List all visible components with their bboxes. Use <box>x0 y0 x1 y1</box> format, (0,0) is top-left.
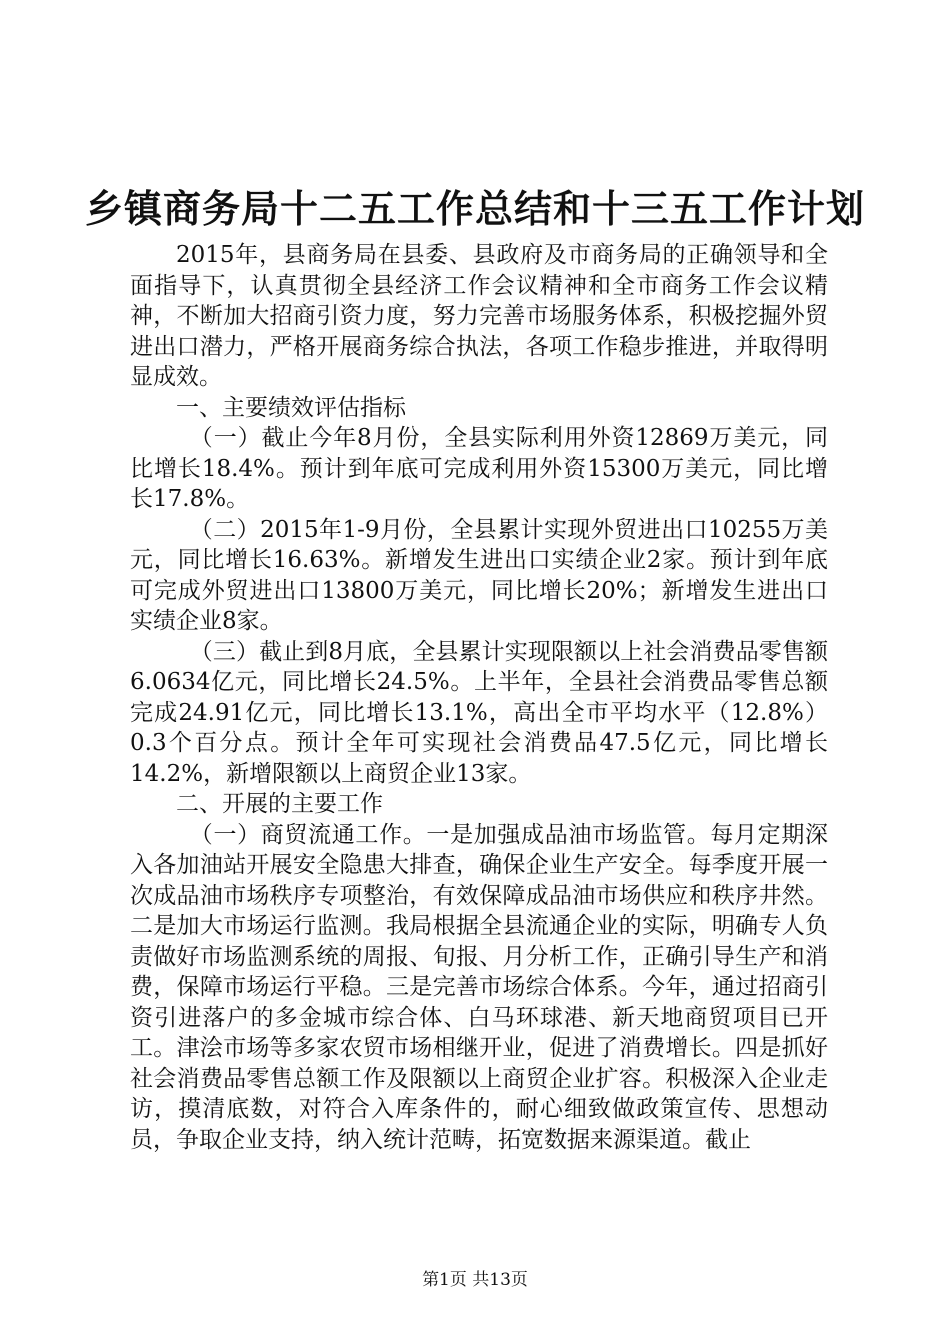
intro-paragraph: 2015年，县商务局在县委、县政府及市商务局的正确领导和全面指导下，认真贯彻全县经济工作会议精神和全市商务工作会议精神，不断加大招商引资力度，努力完善市场服务体系，积极挖掘外贸进出口潜力，严格开展商务综合执法，各项工作稳步推进，并取得明显成效。 <box>130 242 828 390</box>
section-heading-1: 一、主要绩效评估指标 <box>176 394 406 421</box>
indicator-paragraph-2: （二）2015年1-9月份，全县累计实现外贸进出口10255万美元，同比增长16.63%。新增发生进出口实绩企业2家。预计到年底可完成外贸进出口13800万美元，同比增长20%；新增发生进出口实绩企业8家。 <box>130 516 828 634</box>
indicator-paragraph-3: （三）截止到8月底，全县累计实现限额以上社会消费品零售额6.0634亿元，同比增长24.5%。上半年，全县社会消费品零售总额完成24.91亿元，同比增长13.1%，高出全市平均水平（12.8%）0.3个百分点。预计全年可实现社会消费品47.5亿元，同比增长14.2%，新增限额以上商贸企业13家。 <box>130 638 828 787</box>
work-paragraph-1: （一）商贸流通工作。一是加强成品油市场监管。每月定期深入各加油站开展安全隐患大排查，确保企业生产安全。每季度开展一次成品油市场秩序专项整治，有效保障成品油市场供应和秩序井然。二是加大市场运行监测。我局根据全县流通企业的实际，明确专人负责做好市场监测系统的周报、旬报、月分析工作，正确引导生产和消费，保障市场运行平稳。三是完善市场综合体系。今年，通过招商引资引进落户的多金城市综合体、白马环球港、新天地商贸项目已开工。津浍市场等多家农贸市场相继开业，促进了消费增长。四是抓好社会消费品零售总额工作及限额以上商贸企业扩容。积极深入企业走访，摸清底数，对符合入库条件的，耐心细致做政策宣传、思想动员，争取企业支持，纳入统计范畴，拓宽数据来源渠道。截止 <box>130 821 828 1153</box>
document-body <box>130 240 828 1155</box>
document-title: 乡镇商务局十二五工作总结和十三五工作计划 <box>84 186 865 231</box>
page-footer: 第1页 共13页 <box>422 1270 528 1290</box>
indicator-paragraph-1: （一）截止今年8月份，全县实际利用外资12869万美元，同比增长18.4%。预计到年底可完成利用外资15300万美元，同比增长17.8%。 <box>130 425 828 512</box>
section-heading-2: 二、开展的主要工作 <box>176 791 383 817</box>
